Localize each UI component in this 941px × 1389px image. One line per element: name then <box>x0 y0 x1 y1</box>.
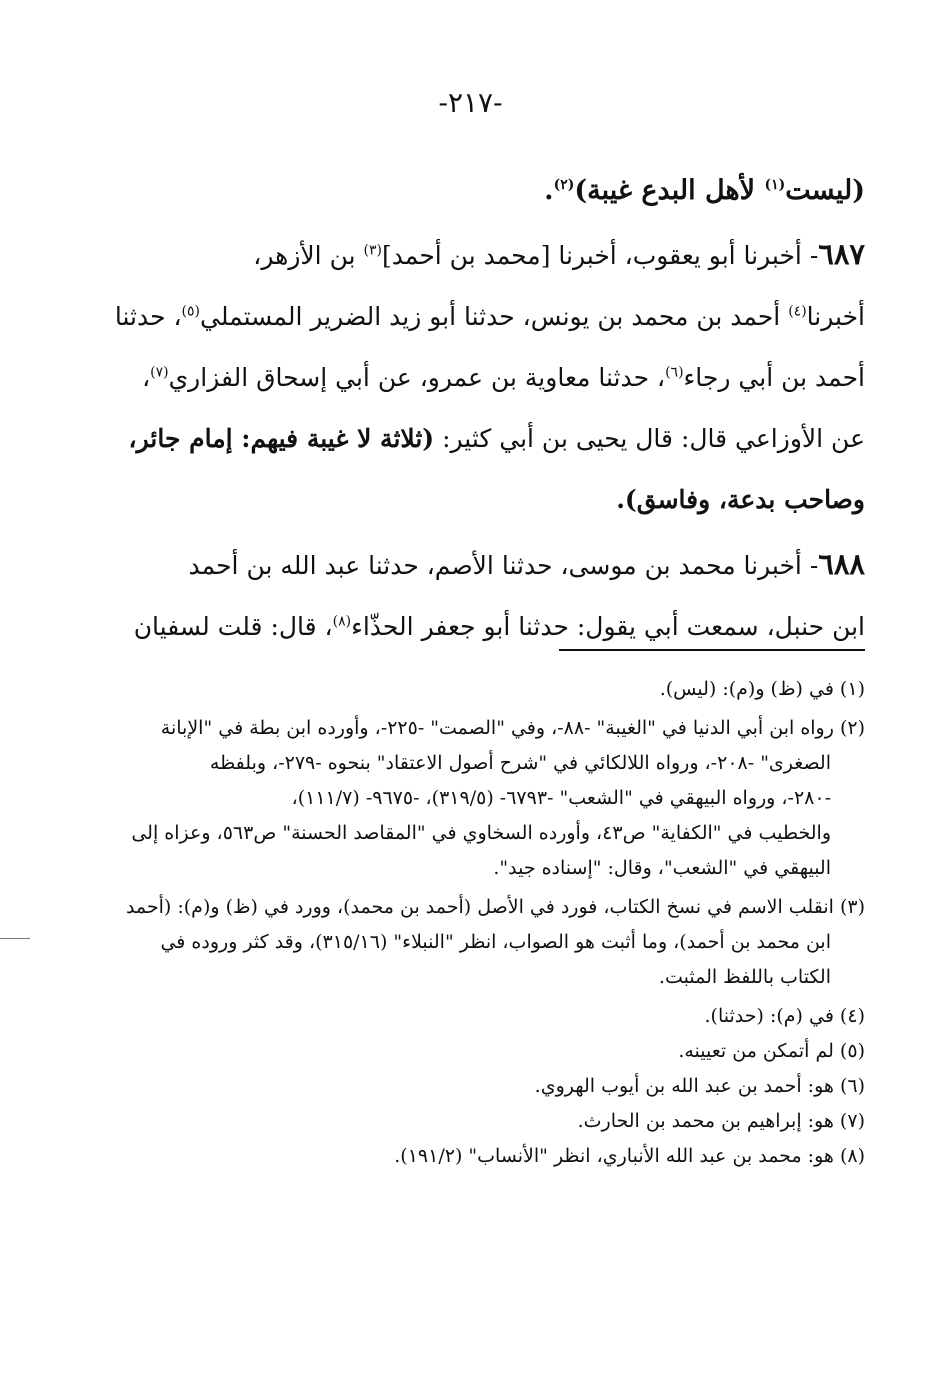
footnote-1: (١) في (ظ) و(م): (ليس). <box>659 678 865 700</box>
footnote-ref-6[interactable]: (٦) <box>665 364 684 381</box>
text-line <box>76 224 865 286</box>
footnote-line: ابن محمد بن أحمد)، وما أثبت هو الصواب، انظر "النبلاء" (٣١٥/١٦)، وقد كثر وروده في <box>160 931 831 953</box>
footnote-line: -٢٨٠-، ورواه البيهقي في "الشعب" -٦٧٩٣- (٣١٩/٥)، -٩٦٧٥- (١١١/٧)، <box>291 787 831 809</box>
text-line <box>76 286 865 347</box>
footnote-ref-2[interactable]: (٢) <box>553 177 575 193</box>
hadith-687 <box>76 224 865 530</box>
hadith-number: ٦٨٨ <box>818 547 865 581</box>
footnote-line: والخطيب في "الكفاية" ص٤٣، وأورده السخاوي في "المقاصد الحسنة" ص٥٦٣، وعزاه إلى <box>131 822 831 844</box>
text-line <box>76 408 865 469</box>
chapter-heading <box>76 160 865 221</box>
footnote-ref-3[interactable]: (٣) <box>363 242 382 259</box>
text-line <box>76 596 865 657</box>
text-line <box>76 534 865 596</box>
text-segment: بن الأزهر، <box>253 241 364 270</box>
text-segment: أخبرنا <box>806 302 865 331</box>
footnote-line: (٣) انقلب الاسم في نسخ الكتاب، فورد في الأصل (أحمد بن محمد)، وورد في (ظ) و(م): (أحمد <box>125 896 865 918</box>
footnote-line: (٢) رواه ابن أبي الدنيا في "الغيبة" -٨٨-، وفي "الصمت" -٢٢٥-، وأورده ابن بطة في "الإبانة <box>160 717 865 739</box>
footnote-ref-4[interactable]: (٤) <box>788 303 807 320</box>
text-segment: عن الأوزاعي قال: قال يحيى بن أبي كثير: <box>434 424 865 453</box>
text-segment: - أخبرنا محمد بن موسى، حدثنا الأصم، حدثنا عبد الله بن أحمد <box>188 551 819 580</box>
footnote-4: (٤) في (م): (حدثنا). <box>704 1005 865 1027</box>
heading-text: (ليست <box>785 175 865 206</box>
footnote-3 <box>76 890 865 995</box>
text-segment: ، قال: قلت لسفيان <box>133 612 333 641</box>
footnote-7: (٧) هو: إبراهيم بن محمد بن الحارث. <box>577 1110 865 1132</box>
hadith-688 <box>76 534 865 657</box>
footnote-line: الصغرى" -٢٠٨-، ورواه اللالكائي في "شرح أصول الاعتقاد" بنحوه -٢٧٩-، وبلفظه <box>209 752 831 774</box>
main-text <box>76 160 865 657</box>
text-segment: ، حدثنا معاوية بن عمرو، عن أبي إسحاق الفزاري <box>168 363 666 392</box>
margin-scan-mark <box>0 938 30 939</box>
heading-text: لأهل البدع غيبة) <box>574 175 765 206</box>
footnote-ref-1[interactable]: (١) <box>764 177 786 193</box>
hadith-number: ٦٨٧ <box>818 237 865 271</box>
text-segment: - أخبرنا أبو يعقوب، أخبرنا [محمد بن أحمد] <box>381 241 819 270</box>
footnote-line: الكتاب باللفظ المثبت. <box>658 966 831 988</box>
heading-end: . <box>544 175 554 206</box>
footnote-8: (٨) هو: محمد بن عبد الله الأنباري، انظر "الأنساب" (١٩١/٢). <box>394 1145 865 1167</box>
page-number: -٢١٧- <box>438 86 503 119</box>
footnote-5: (٥) لم أتمكن من تعيينه. <box>678 1040 865 1062</box>
text-segment: ، <box>142 363 151 392</box>
footnote-line: البيهقي في "الشعب"، وقال: "إسناده جيد". <box>493 857 831 879</box>
text-segment: ابن حنبل، سمعت أبي يقول: حدثنا أبو جعفر الحذّاء <box>351 612 865 641</box>
text-segment: ، حدثنا <box>114 302 182 331</box>
quoted-saying: وصاحب بدعة، وفاسق). <box>616 485 865 514</box>
footnote-ref-5[interactable]: (٥) <box>181 303 201 320</box>
footnotes-section <box>76 672 865 1174</box>
text-line <box>76 347 865 408</box>
footnote-6: (٦) هو: أحمد بن عبد الله بن أيوب الهروي. <box>534 1075 865 1097</box>
footnote-ref-7[interactable]: (٧) <box>150 364 169 381</box>
footnote-separator <box>559 649 865 651</box>
quoted-saying: (ثلاثة لا غيبة فيهم: إمام جائر، <box>128 424 435 453</box>
text-segment: أحمد بن أبي رجاء <box>683 363 865 392</box>
footnote-2 <box>76 711 865 886</box>
text-segment: أحمد بن محمد بن يونس، حدثنا أبو زيد الضرير المستملي <box>200 302 789 331</box>
footnote-ref-8[interactable]: (٨) <box>332 613 352 630</box>
